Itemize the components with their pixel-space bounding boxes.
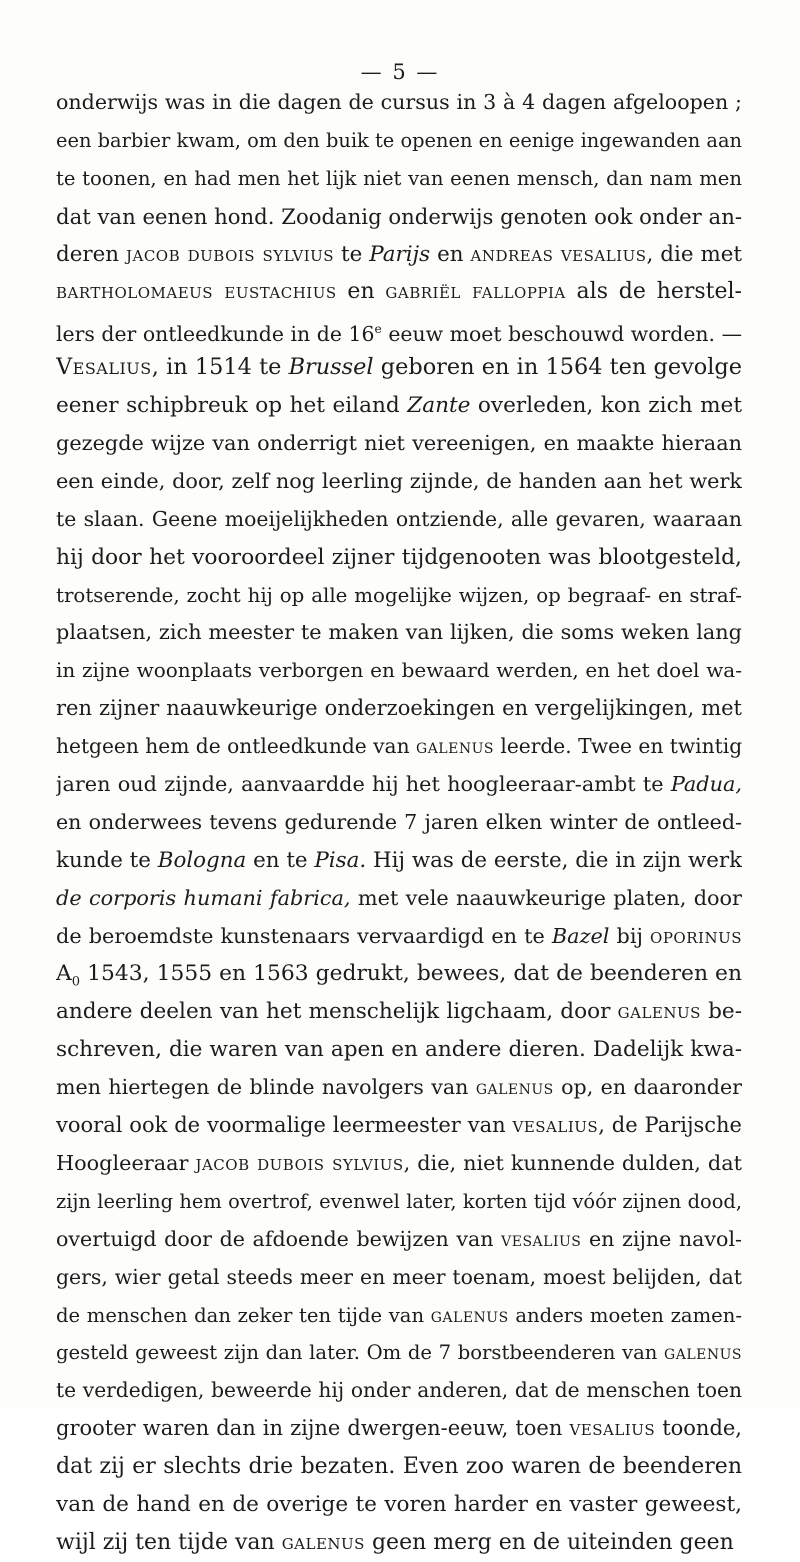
small-caps-name: jacob dubois sylvius xyxy=(195,1150,404,1175)
text-line: men hiertegen de blinde navolgers van galenus op, en daaronder xyxy=(56,1075,742,1100)
small-caps-name: galenus xyxy=(430,1303,509,1327)
text-line: andere deelen van het menschelijk ligchaam, door galenus be- xyxy=(56,999,742,1025)
script-text: e xyxy=(374,322,382,337)
text-line: en onderwees tevens gedurende 7 jaren elken winter de ontleed- xyxy=(56,809,742,834)
page-number: — 5 — xyxy=(360,60,440,84)
italic-term: Parijs xyxy=(369,241,431,267)
text-line: bartholomaeus eustachius en gabriël falloppia als de herstel- xyxy=(56,279,742,305)
text-line: van de hand en de overige te voren harder en vaster geweest, xyxy=(56,1491,742,1517)
text-line: overtuigd door de afdoende bewijzen van vesalius en zijne navol- xyxy=(56,1226,742,1251)
small-caps-name: oporinus xyxy=(650,923,742,948)
italic-term: Bologna xyxy=(157,847,247,873)
text-line: schreven, die waren van apen en andere dieren. Dadelijk kwa- xyxy=(56,1037,742,1063)
text-line: Hoogleeraar jacob dubois sylvius, die, niet kunnende dulden, dat xyxy=(56,1150,742,1175)
text-line: kunde te Bologna en te Pisa. Hij was de eerste, die in zijn werk xyxy=(56,847,742,873)
text-line: deren jacob dubois sylvius te Parijs en andreas vesalius, die met xyxy=(56,241,742,267)
italic-term: de corporis humani fabrica, xyxy=(56,885,351,910)
small-caps-name: galenus xyxy=(416,734,494,759)
text-line: gers, wier getal steeds meer en meer toenam, moest belijden, dat xyxy=(56,1264,742,1289)
small-caps-name: galenus xyxy=(617,999,701,1025)
small-caps-name: galenus xyxy=(475,1075,554,1100)
text-line: een einde, door, zelf nog leerling zijnde, de handen aan het werk xyxy=(56,468,742,493)
text-line: trotserende, zocht hij op alle mogelijke wijzen, op begraaf- en straf- xyxy=(56,583,742,607)
italic-term: Zante xyxy=(407,393,471,419)
small-caps-name: vesalius xyxy=(512,1113,599,1138)
small-caps-name: galenus xyxy=(664,1341,742,1365)
text-line: jaren oud zijnde, aanvaardde hij het hoogleeraar-ambt te Padua, xyxy=(56,772,742,797)
text-line: dat zij er slechts drie bezaten. Even zoo waren de beenderen xyxy=(56,1454,742,1480)
text-line: vooral ook de voormalige leermeester van vesalius, de Parijsche xyxy=(56,1113,742,1138)
small-caps-name: vesalius xyxy=(569,1416,656,1441)
text-line: hetgeen hem de ontleedkunde van galenus leerde. Twee en twintig xyxy=(56,734,742,759)
text-line: zijn leerling hem overtrof, evenwel later, korten tijd vóór zijnen dood, xyxy=(56,1189,742,1213)
text-line: de menschen dan zeker ten tijde van galenus anders moeten zamen- xyxy=(56,1303,742,1327)
text-line: hij door het vooroordeel zijner tijdgenooten was blootgesteld, xyxy=(56,544,742,570)
text-line: onderwijs was in die dagen de cursus in 3 à 4 dagen afgeloopen ; xyxy=(56,90,742,114)
text-line: de corporis humani fabrica, met vele naauwkeurige platen, door xyxy=(56,885,742,910)
small-caps-name: gabriël falloppia xyxy=(385,279,566,305)
small-caps-name: Vesalius xyxy=(56,354,152,381)
text-line: wijl zij ten tijde van galenus geen merg en de uiteinden geen xyxy=(56,1529,734,1555)
italic-term: Bazel xyxy=(551,923,610,948)
script-text: 0 xyxy=(71,974,81,990)
text-line: eener schipbreuk op het eiland Zante overleden, kon zich met xyxy=(56,393,742,419)
text-line: gesteld geweest zijn dan later. Om de 7 borstbeenderen van galenus xyxy=(56,1341,742,1365)
text-line: ren zijner naauwkeurige onderzoekingen en vergelijkingen, met xyxy=(56,696,742,721)
text-line: in zijne woonplaats verborgen en bewaard werden, en het doel wa- xyxy=(56,658,742,683)
italic-term: Padua, xyxy=(670,772,742,797)
small-caps-name: vesalius xyxy=(501,1226,582,1251)
small-caps-name: bartholomaeus eustachius xyxy=(56,279,337,305)
text-line: dat van eenen hond. Zoodanig onderwijs genoten ook onder an- xyxy=(56,203,742,229)
italic-term: Brussel xyxy=(288,354,374,381)
text-line: gezegde wijze van onderrigt niet vereenigen, en maakte hieraan xyxy=(56,431,742,456)
text-line: te slaan. Geene moeijelijkheden ontziende, alle gevaren, waaraan xyxy=(56,506,742,531)
small-caps-name: jacob dubois sylvius xyxy=(125,241,335,267)
small-caps-name: galenus xyxy=(281,1529,365,1555)
text-line: $A_0$ 1543, 1555 en 1563 gedrukt, bewees, dat de beenderen en xyxy=(56,961,742,990)
text-line: grooter waren dan in zijne dwergen-eeuw, toen vesalius toonde, xyxy=(56,1416,742,1441)
small-caps-name: andreas vesalius xyxy=(470,241,647,267)
text-line: te toonen, en had men het lijk niet van eenen mensch, dan nam men xyxy=(56,166,742,190)
text-line: plaatsen, zich meester te maken van lijken, die soms weken lang xyxy=(56,620,742,645)
italic-term: Pisa. xyxy=(314,847,367,873)
text-line: Vesalius, in 1514 te Brussel geboren en in 1564 ten gevolge xyxy=(56,354,742,381)
text-line: lers der ontleedkunde in de 16e eeuw moet beschouwd worden. — xyxy=(56,322,742,347)
text-line: de beroemdste kunstenaars vervaardigd en te Bazel bij oporinus xyxy=(56,923,742,948)
text-line: een barbier kwam, om den buik te openen en eenige ingewanden aan xyxy=(56,128,742,152)
text-line: te verdedigen, beweerde hij onder anderen, dat de menschen toen xyxy=(56,1378,742,1403)
body-text xyxy=(56,84,742,1562)
